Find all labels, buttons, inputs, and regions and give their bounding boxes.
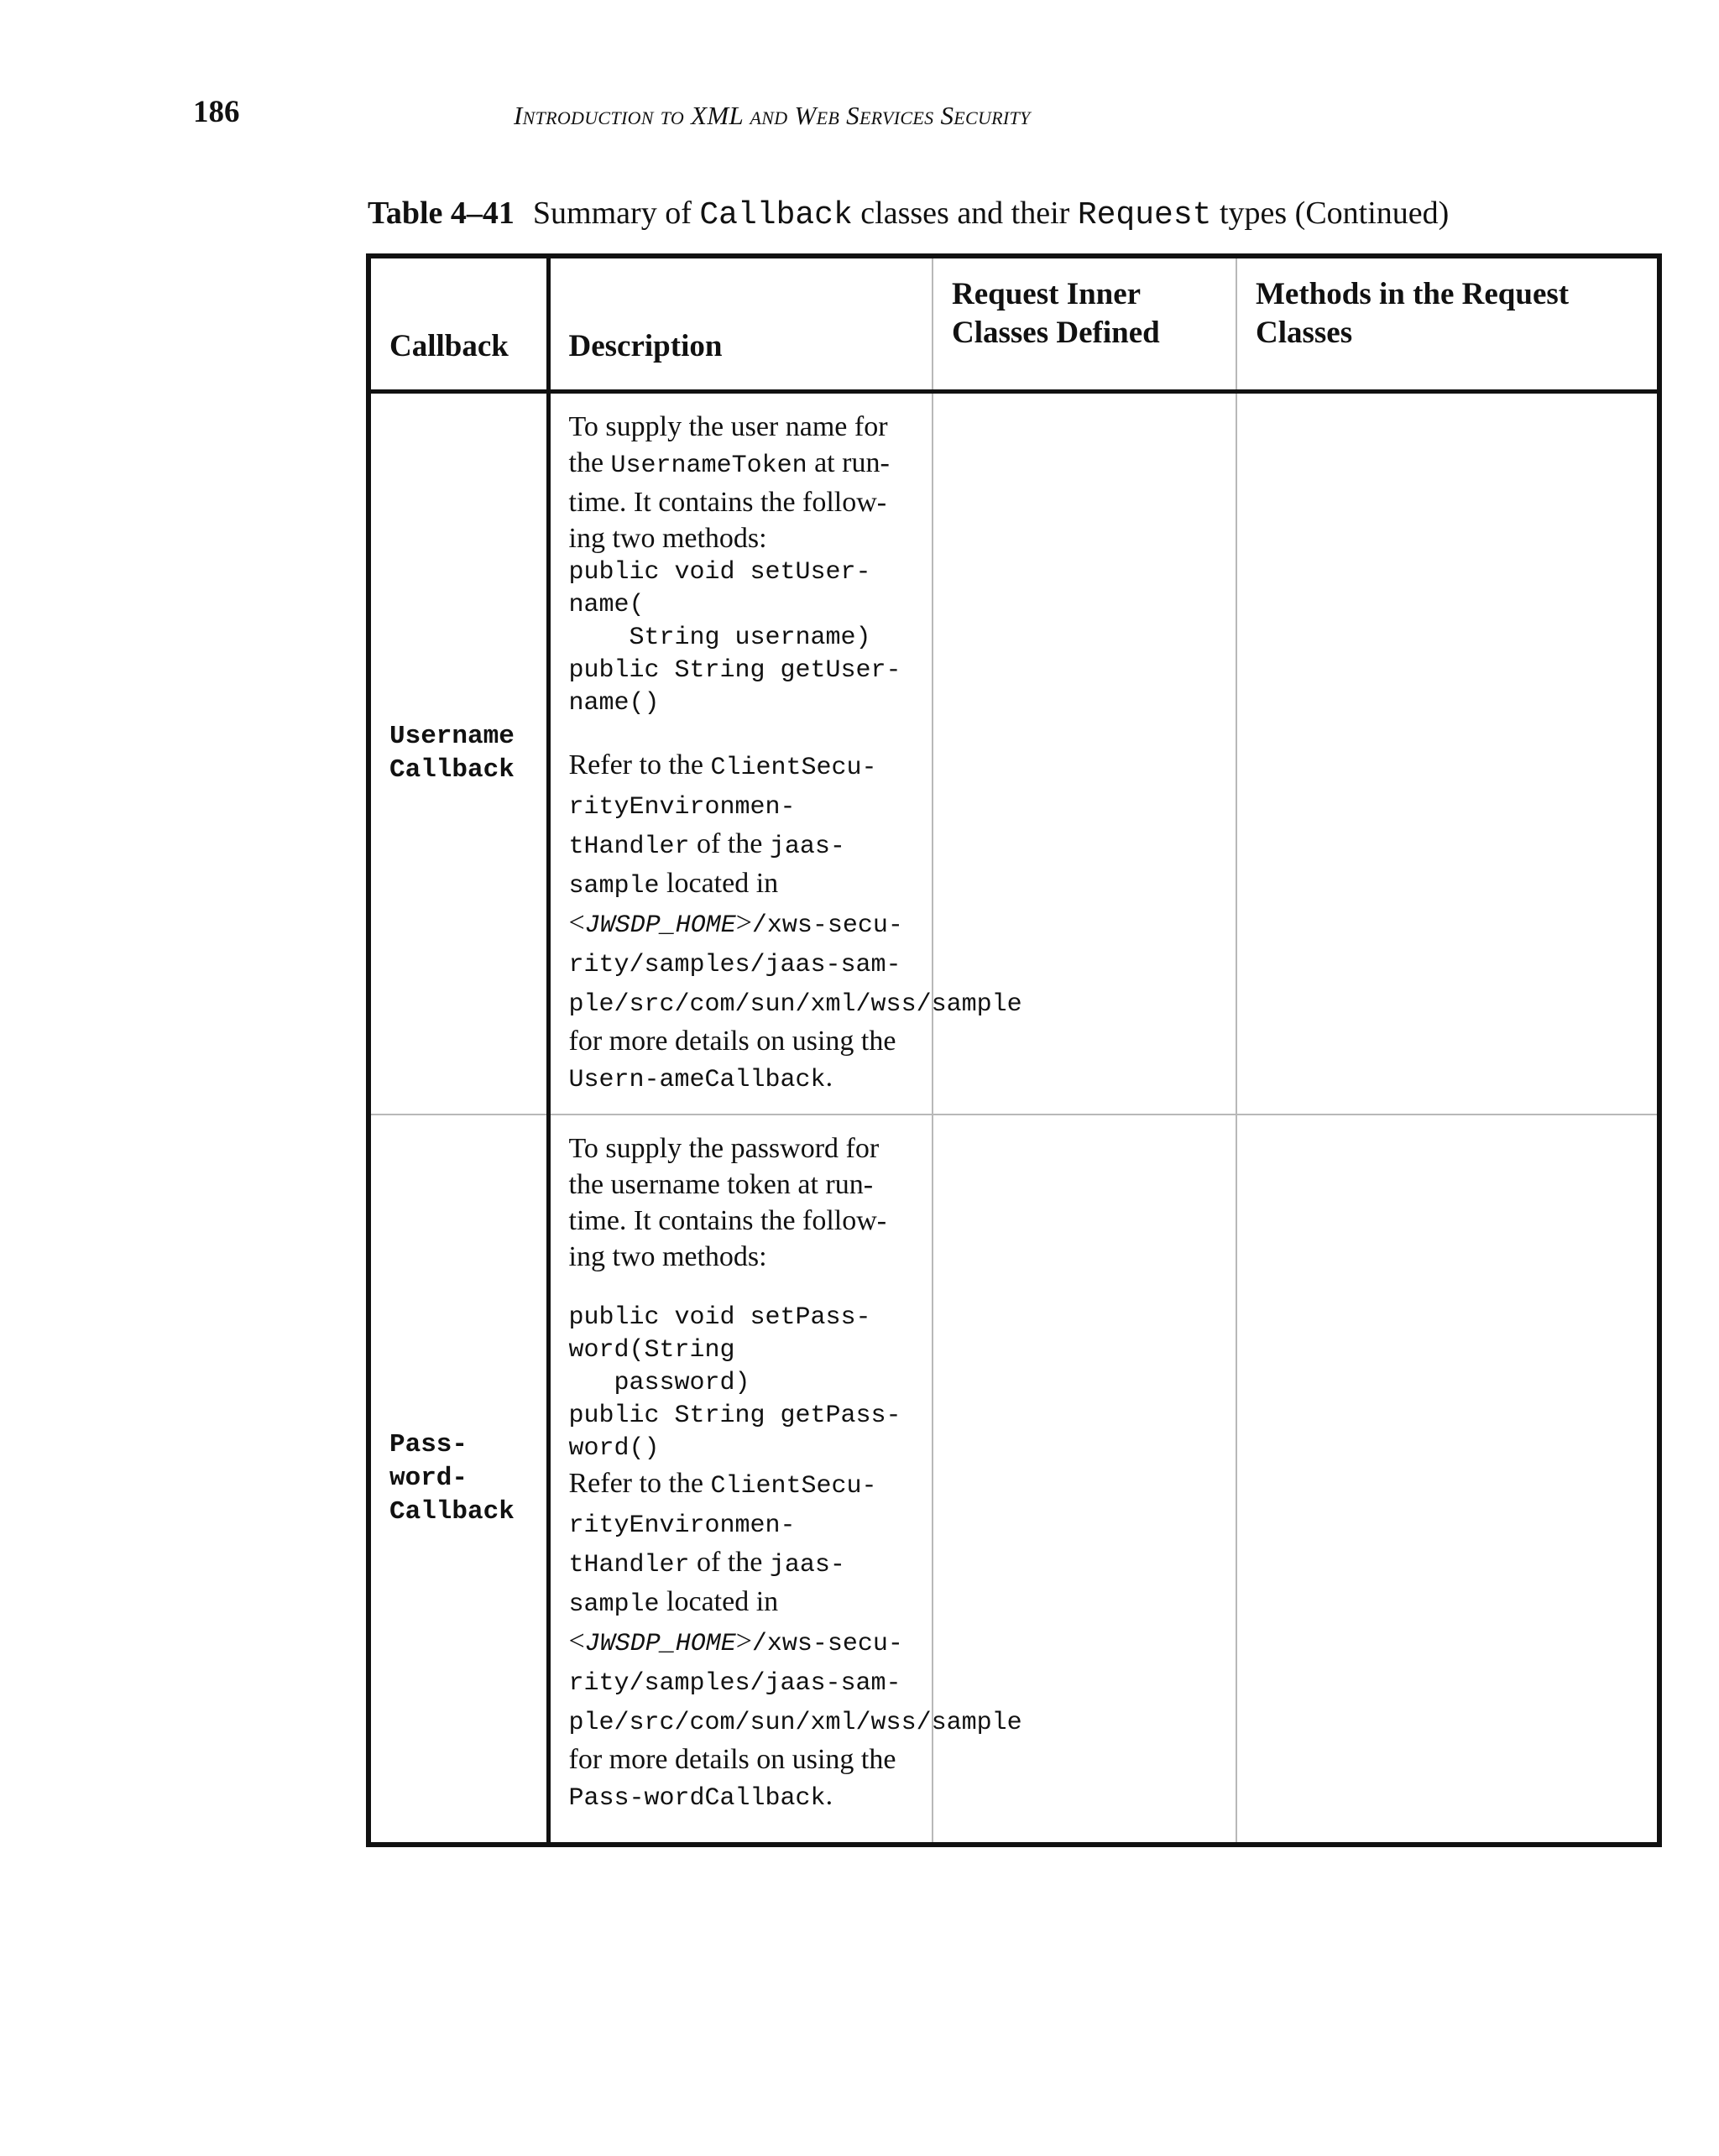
table-caption <box>368 195 1449 233</box>
description-text: > <box>735 907 752 938</box>
table-caption-text: types (Continued) <box>1211 196 1450 231</box>
description-text: located in < <box>568 868 779 938</box>
description-paragraph <box>569 409 914 556</box>
description-text: for more details on using the <box>568 1744 896 1775</box>
running-head: Introduction to XML and Web Services Security <box>514 101 1031 130</box>
description-text: To supply the user name for the <box>568 411 888 478</box>
description-text: located in < <box>568 1586 779 1657</box>
callback-description <box>548 1115 1022 1845</box>
table-row <box>368 392 1659 1115</box>
callback-description <box>548 392 1022 1115</box>
header-description: Description <box>548 256 933 392</box>
description-code-block: public void setUser- name( String username) public String getUser- name() <box>568 558 901 718</box>
description-text: > <box>735 1626 752 1657</box>
callback-name-text: Username Callback <box>389 722 515 785</box>
header-request-methods: Methods in the Request Classes <box>1236 256 1659 392</box>
description-text: for more details on using the <box>568 1026 896 1057</box>
header-request-inner-classes: Request Inner Classes Defined <box>933 256 1236 392</box>
description-code: jaas-sample <box>568 833 845 901</box>
description-text: . <box>825 1780 833 1811</box>
table-caption-label: Table 4–41 <box>368 196 515 231</box>
description-text: Refer to the <box>568 1468 711 1499</box>
description-text: To supply the password for the username token at run-time. It contains the follow-ing two methods: <box>568 1133 887 1272</box>
description-code: UsernameToken <box>610 452 807 480</box>
request-methods-cell <box>1236 392 1659 1115</box>
description-text: at run-time. It contains the follow-ing two methods: <box>568 447 890 554</box>
description-code: /xws-secu-rity/samples/jaas-sam-ple/src/com/sun/xml/wss/sample <box>568 1630 1022 1737</box>
description-italic: JWSDP_HOME <box>584 1630 736 1658</box>
table-caption-code: Callback <box>699 197 853 233</box>
description-code: ClientSecu-rityEnvironmen-tHandler <box>568 1472 877 1579</box>
table-caption-code: Request <box>1077 197 1212 233</box>
description-text: . <box>825 1062 833 1093</box>
table-header-row <box>368 256 1659 392</box>
request-methods-cell <box>1236 1115 1659 1845</box>
callback-name <box>368 392 548 1115</box>
table-row <box>368 1115 1659 1845</box>
description-text: of the <box>689 828 770 859</box>
description-text: of the <box>689 1547 770 1578</box>
description-code: jaas-sample <box>568 1551 845 1619</box>
page-number: 186 <box>193 95 240 129</box>
header-callback: Callback <box>368 256 548 392</box>
description-code: ClientSecu-rityEnvironmen-tHandler <box>568 754 877 861</box>
description-code: /xws-secu-rity/samples/jaas-sam-ple/src/com/sun/xml/wss/sample <box>568 911 1022 1019</box>
callback-summary-table <box>366 253 1662 1847</box>
callback-name <box>368 1115 548 1845</box>
table-caption-text: Summary of <box>532 196 700 231</box>
description-code: Pass-wordCallback <box>568 1784 826 1813</box>
description-paragraph <box>568 1465 1022 1817</box>
description-code: Usern-ameCallback <box>568 1066 826 1094</box>
description-paragraph <box>568 747 1022 1099</box>
description-paragraph <box>569 1130 914 1275</box>
description-text: Refer to the <box>568 749 711 780</box>
table-caption-text: classes and their <box>852 196 1078 231</box>
page-header <box>193 94 1175 144</box>
description-code-block: public void setPass- word(String password) public String getPass- word() <box>568 1303 901 1463</box>
callback-name-text: Pass- word- Callback <box>389 1430 515 1527</box>
description-italic: JWSDP_HOME <box>584 911 736 940</box>
